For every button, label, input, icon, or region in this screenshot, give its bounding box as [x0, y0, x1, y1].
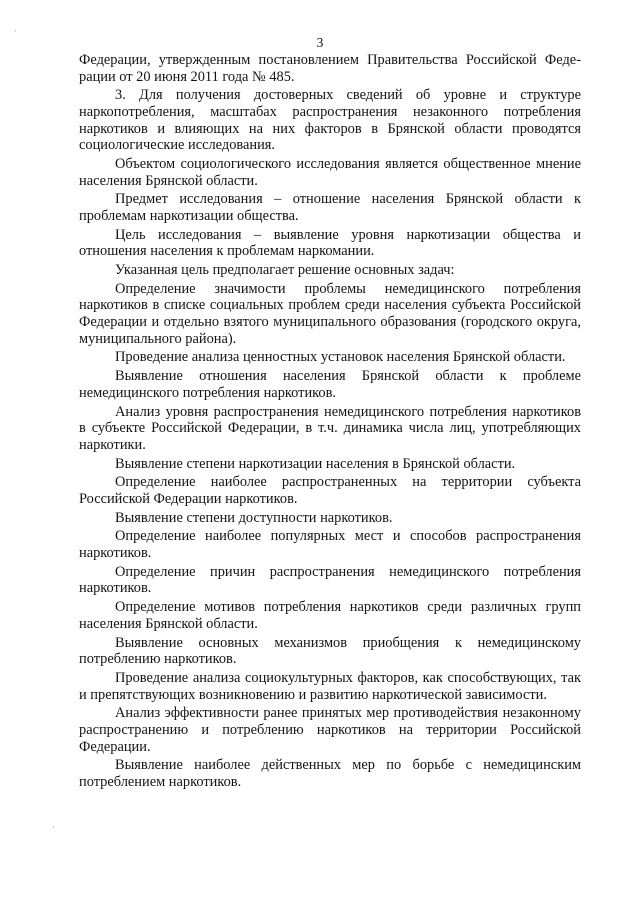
scan-speck: · — [14, 26, 17, 36]
paragraph-continuation: Федерации, утвержденным постановлением Правительства Российской Феде-рации от 20 июня 2011 года № 485. — [79, 52, 581, 85]
paragraph-task: Выявление степени доступности наркотиков. — [115, 509, 393, 526]
paragraph-task: Выявление степени наркотизации населения в Брянской области. — [115, 455, 516, 472]
paragraph-task: Анализ уровня распространения немедицинского потребления наркотиков в субъекте Российской Федерации, в т.ч. динамика числа лиц, употребляющих наркотики. — [79, 403, 581, 453]
paragraph-research-goal: Цель исследования – выявление уровня наркотизации общества и отношения населения к проблемам наркомании. — [79, 226, 581, 260]
paragraph-task: Определение наиболее популярных мест и способов распространения наркотиков. — [79, 528, 581, 562]
paragraph-research-object: Объектом социологического исследования является общественное мнение населения Брянской области. — [79, 155, 581, 189]
paragraph-tasks-intro: Указанная цель предполагает решение основных задач: — [115, 262, 455, 279]
paragraph-task: Определение мотивов потребления наркотиков среди различных групп населения Брянской области. — [79, 599, 581, 632]
paragraph-task: Выявление наиболее действенных мер по борьбе с немедицинским потреблением наркотиков. — [79, 757, 581, 790]
document-body — [79, 52, 581, 793]
page-number: 3 — [316, 35, 324, 50]
paragraph-task: Анализ эффективности ранее принятых мер противодействия незаконному распространению и потреблению наркотиков на территории Российской Федерации. — [79, 705, 581, 755]
paragraph-research-subject: Предмет исследования – отношение населения Брянской области к проблемам наркотизации общества. — [79, 191, 581, 224]
paragraph-task: Определение значимости проблемы немедицинского потребления наркотиков в списке социальных проблем среди населения субъекта Российской Федерации и отдельно взятого муниципального образования (городского округа, муниципального района). — [79, 280, 581, 347]
paragraph-task: Определение причин распространения немедицинского потребления наркотиков. — [79, 563, 581, 597]
paragraph-task: Проведение анализа социокультурных факторов, как способствующих, так и препятствующих возникновению и развитию наркотической зависимости. — [79, 669, 581, 703]
paragraph-task: Выявление отношения населения Брянской области к проблеме немедицинского потребления наркотиков. — [79, 368, 581, 401]
paragraph-task: Проведение анализа ценностных установок населения Брянской области. — [115, 349, 566, 366]
scan-speck: · — [52, 822, 55, 832]
paragraph-task: Определение наиболее распространенных на территории субъекта Российской Федерации наркотиков. — [79, 474, 581, 507]
paragraph-item-3-sociological-research: 3. Для получения достоверных сведений об уровне и структуре наркопотребления, масштабах распространения незаконного потребления наркотиков и влияющих на них факторов в Брянской области проводятся социологические исследования. — [79, 87, 581, 154]
paragraph-task: Выявление основных механизмов приобщения к немедицинскому потреблению наркотиков. — [79, 634, 581, 668]
